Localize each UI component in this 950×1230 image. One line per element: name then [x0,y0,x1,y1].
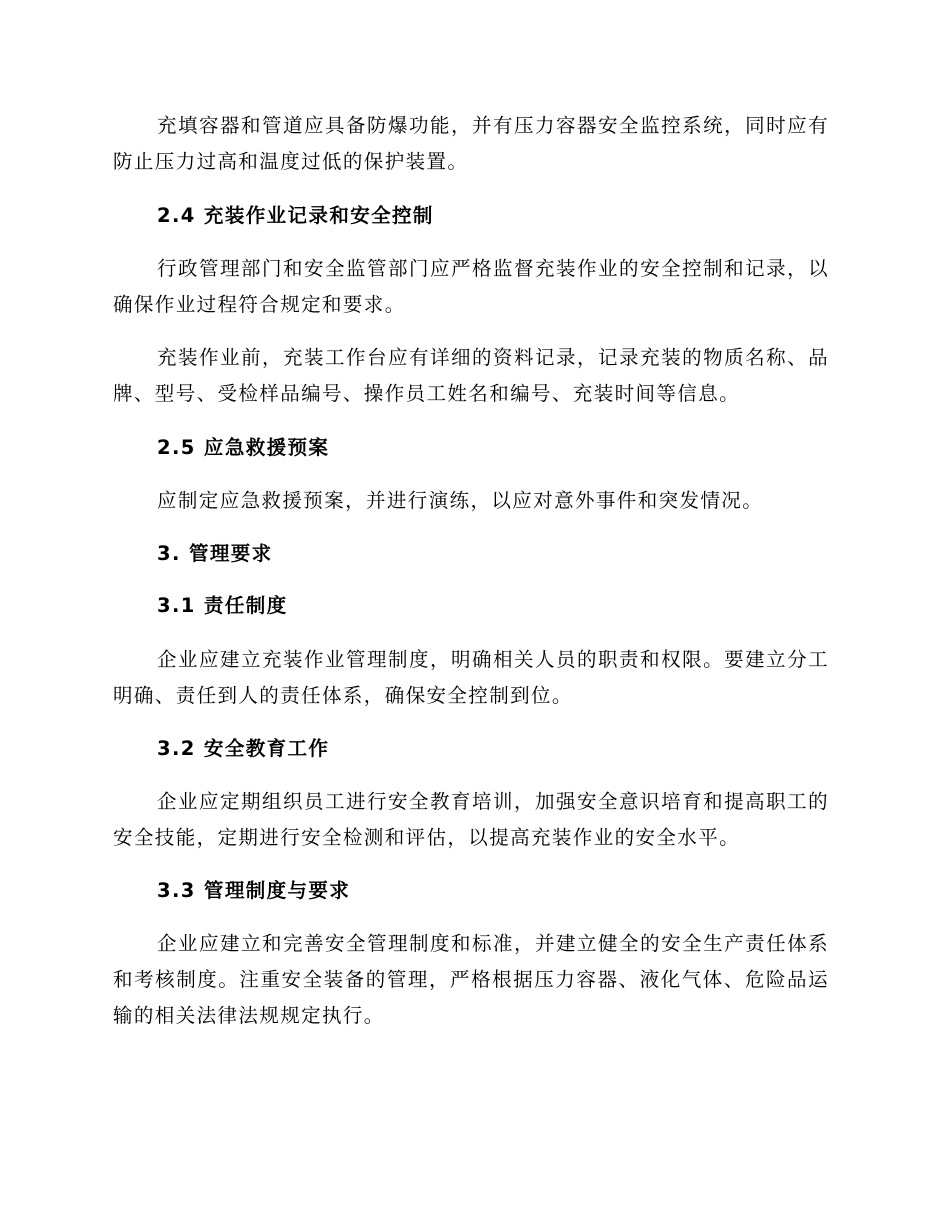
paragraph-supervision: 行政管理部门和安全监管部门应严格监督充装作业的安全控制和记录，以确保作业过程符合规定和要求。 [113,257,829,316]
paragraph-responsibility: 企业应建立充装作业管理制度，明确相关人员的职责和权限。要建立分工明确、责任到人的责任体系，确保安全控制到位。 [113,648,829,707]
paragraph-records: 充装作业前，充装工作台应有详细的资料记录，记录充装的物质名称、品牌、型号、受检样品编号、操作员工姓名和编号、充装时间等信息。 [113,346,829,405]
paragraph-emergency-plan: 应制定应急救援预案，并进行演练，以应对意外事件和突发情况。 [157,489,764,512]
heading-2-4: 2.4 充装作业记录和安全控制 [157,204,434,227]
heading-3-2: 3.2 安全教育工作 [157,737,330,760]
heading-3-3: 3.3 管理制度与要求 [157,879,351,902]
heading-3-1: 3.1 责任制度 [157,594,288,617]
heading-2-5: 2.5 应急救援预案 [157,436,330,459]
paragraph-training: 企业应定期组织员工进行安全教育培训，加强安全意识培育和提高职工的安全技能，定期进行安全检测和评估，以提高充装作业的安全水平。 [113,790,829,849]
heading-3: 3. 管理要求 [157,542,273,565]
paragraph-explosion-proof: 充填容器和管道应具备防爆功能，并有压力容器安全监控系统，同时应有防止压力过高和温度过低的保护装置。 [113,114,829,173]
paragraph-management-system: 企业应建立和完善安全管理制度和标准，并建立健全的安全生产责任体系和考核制度。注重安全装备的管理，严格根据压力容器、液化气体、危险品运输的相关法律法规规定执行。 [113,932,829,1027]
